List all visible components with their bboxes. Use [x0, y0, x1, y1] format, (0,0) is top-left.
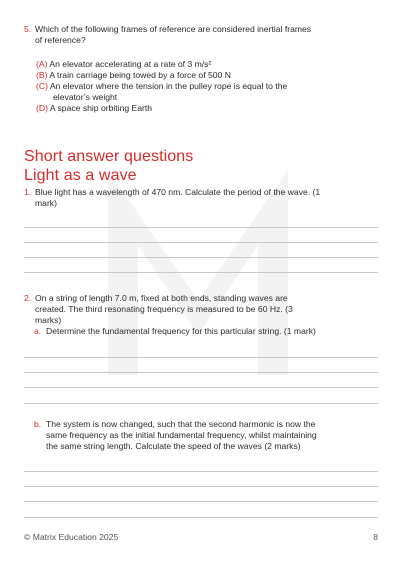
- option-a[interactable]: (A) An elevator accelerating at a rate of 3 m/s²: [36, 59, 212, 69]
- question-5: [24, 24, 378, 46]
- answer-line[interactable]: [24, 387, 378, 388]
- answer-line[interactable]: [24, 486, 378, 487]
- answer-line[interactable]: [24, 501, 378, 502]
- answer-line[interactable]: [24, 272, 378, 273]
- question-2: 2. On a string of length 7.0 m, fixed at both ends, standing waves are created. The third resonating frequency is measured to be 60 Hz. (3 marks): [24, 293, 293, 325]
- section-subtitle: Light as a wave: [24, 167, 137, 184]
- page-number: 8: [373, 532, 378, 542]
- question-1: 1. Blue light has a wavelength of 470 nm. Calculate the period of the wave. (1 mark): [24, 187, 321, 208]
- page-footer: [24, 532, 378, 542]
- section-title: Short answer questions: [24, 148, 194, 165]
- option-c[interactable]: (C) An elevator where the tension in the pulley rope is equal to the elevator’s weight: [36, 81, 288, 102]
- answer-line[interactable]: [24, 242, 378, 243]
- question-text-cont: of reference?: [35, 35, 86, 45]
- option-d[interactable]: (D) A space ship orbiting Earth: [36, 103, 153, 113]
- question-text: Which of the following frames of reference are considered inertial frames: [35, 24, 312, 34]
- answer-line[interactable]: [24, 471, 378, 472]
- copyright-text: © Matrix Education 2025: [24, 532, 119, 542]
- question-number: 5.: [24, 24, 32, 34]
- option-b[interactable]: (B) A train carriage being towed by a force of 500 N: [36, 70, 231, 80]
- answer-line[interactable]: [24, 257, 378, 258]
- answer-line[interactable]: [24, 403, 378, 404]
- answer-line[interactable]: [24, 357, 378, 358]
- answer-line[interactable]: [24, 372, 378, 373]
- answer-line[interactable]: [24, 227, 378, 228]
- answer-line[interactable]: [24, 517, 378, 518]
- question-2b: b. The system is now changed, such that the second harmonic is now the same frequency as the initial fundamental frequency, whilst maintaining the same string length. Calculate the speed of the waves (2 marks): [34, 419, 317, 451]
- question-2a: a. Determine the fundamental frequency for this particular string. (1 mark): [34, 326, 316, 336]
